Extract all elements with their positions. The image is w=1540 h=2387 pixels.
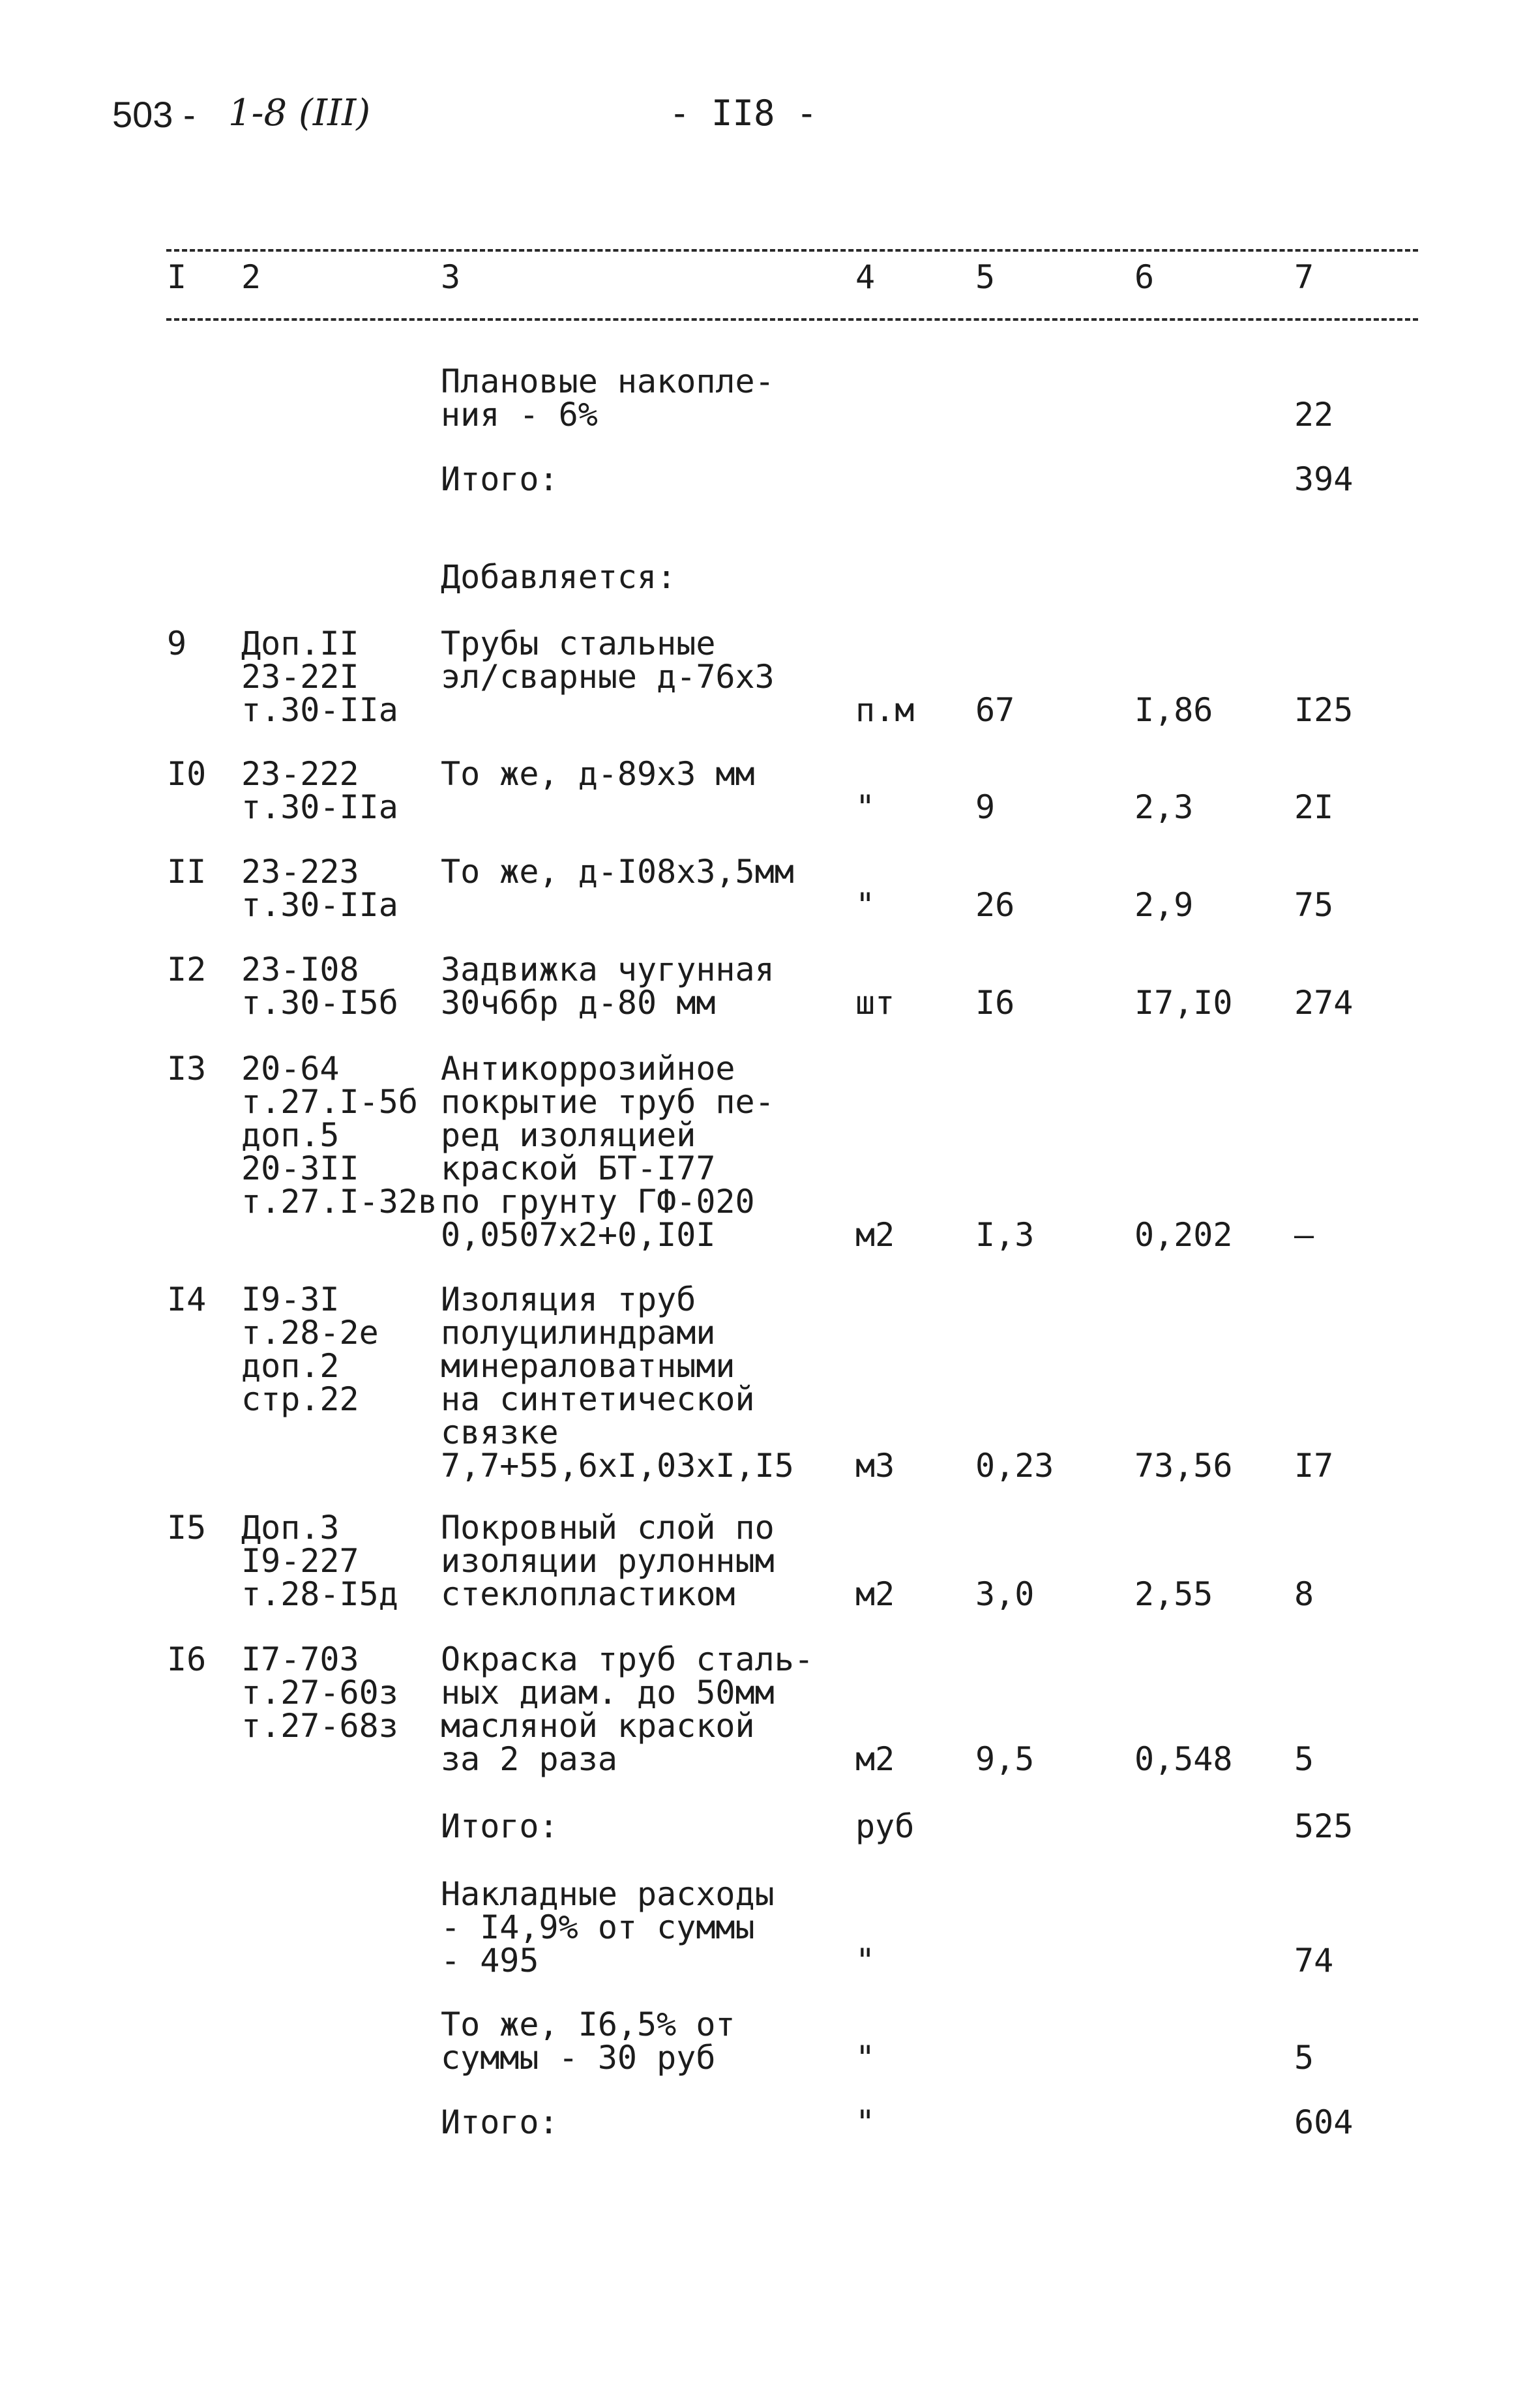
work-description: масляной краской bbox=[441, 1707, 755, 1745]
work-description: эл/сварные д-76х3 bbox=[441, 658, 775, 696]
work-description: То же, д-I08х3,5мм bbox=[441, 853, 794, 891]
quantity: 9,5 bbox=[975, 1740, 1035, 1778]
unit-price: 73,56 bbox=[1134, 1447, 1233, 1485]
document-code-handwritten: 1-8 (III) bbox=[228, 92, 371, 134]
work-description: То же, д-89х3 мм bbox=[441, 755, 755, 793]
unit-price: 2,9 bbox=[1134, 886, 1194, 924]
norm-reference: Доп.3 bbox=[241, 1509, 340, 1547]
column-header-5: 5 bbox=[975, 258, 996, 296]
unit-of-measure: " bbox=[855, 2103, 876, 2141]
unit-of-measure: м2 bbox=[855, 1740, 895, 1778]
row-number: I3 bbox=[167, 1050, 207, 1088]
work-description: 0,0507х2+0,I0I bbox=[441, 1216, 716, 1254]
row-number: I6 bbox=[167, 1640, 207, 1678]
norm-reference: т.30-IIa bbox=[241, 886, 398, 924]
row-number: I5 bbox=[167, 1509, 207, 1547]
norm-reference: Доп.II bbox=[241, 625, 359, 662]
work-description: - 495 bbox=[441, 1942, 539, 1979]
total-cost: 5 bbox=[1294, 2039, 1314, 2077]
unit-of-measure: м3 bbox=[855, 1447, 895, 1485]
page-number: - II8 - bbox=[669, 93, 818, 134]
work-description: изоляции рулонным bbox=[441, 1542, 775, 1580]
norm-reference: т.27.I-5б bbox=[241, 1083, 418, 1121]
norm-reference: 23-222 bbox=[241, 755, 359, 793]
row-number: I0 bbox=[167, 755, 207, 793]
norm-reference: 23-I08 bbox=[241, 951, 359, 988]
work-description: ных диам. до 50мм bbox=[441, 1674, 775, 1712]
work-description: по грунту ГФ-020 bbox=[441, 1183, 755, 1221]
work-description: ред изоляцией bbox=[441, 1116, 696, 1154]
quantity: I6 bbox=[975, 984, 1015, 1022]
unit-of-measure: " bbox=[855, 2039, 876, 2077]
work-description: полуцилиндрами bbox=[441, 1314, 716, 1352]
work-description: Трубы стальные bbox=[441, 625, 716, 662]
work-description: Итого: bbox=[441, 2103, 559, 2141]
work-description: ния - 6% bbox=[441, 396, 598, 434]
work-description: стеклопластиком bbox=[441, 1575, 735, 1613]
norm-reference: т.28-I5д bbox=[241, 1575, 398, 1613]
work-description: краской БТ-I77 bbox=[441, 1149, 716, 1187]
total-cost: 525 bbox=[1294, 1807, 1354, 1845]
row-number: I2 bbox=[167, 951, 207, 988]
total-cost: – bbox=[1294, 1216, 1314, 1254]
norm-reference: I9-3I bbox=[241, 1281, 340, 1318]
column-header-4: 4 bbox=[855, 258, 876, 296]
work-description: Плановые накопле- bbox=[441, 363, 775, 400]
unit-price: I7,I0 bbox=[1134, 984, 1233, 1022]
work-description: покрытие труб пе- bbox=[441, 1083, 775, 1121]
unit-of-measure: шт bbox=[855, 984, 895, 1022]
norm-reference: 20-3II bbox=[241, 1149, 359, 1187]
norm-reference: т.28-2е bbox=[241, 1314, 379, 1352]
norm-reference: т.30-IIa bbox=[241, 788, 398, 826]
norm-reference: т.27-68з bbox=[241, 1707, 398, 1745]
work-description: Итого: bbox=[441, 460, 559, 498]
work-description: суммы - 30 руб bbox=[441, 2039, 716, 2077]
total-cost: 2I bbox=[1294, 788, 1334, 826]
total-cost: 74 bbox=[1294, 1942, 1334, 1979]
unit-of-measure: " bbox=[855, 1942, 876, 1979]
quantity: 9 bbox=[975, 788, 996, 826]
work-description: Добавляется: bbox=[441, 558, 677, 596]
norm-reference: доп.5 bbox=[241, 1116, 340, 1154]
work-description: 30ч6бр д-80 мм bbox=[441, 984, 716, 1022]
row-number: 9 bbox=[167, 625, 187, 662]
work-description: Итого: bbox=[441, 1807, 559, 1845]
column-header-3: 3 bbox=[441, 258, 461, 296]
work-description: - I4,9% от суммы bbox=[441, 1908, 755, 1946]
unit-price: I,86 bbox=[1134, 691, 1213, 729]
total-cost: 22 bbox=[1294, 396, 1334, 434]
work-description: за 2 раза bbox=[441, 1740, 617, 1778]
column-header-6: 6 bbox=[1134, 258, 1155, 296]
norm-reference: 23-223 bbox=[241, 853, 359, 891]
total-cost: 75 bbox=[1294, 886, 1334, 924]
unit-of-measure: " bbox=[855, 886, 876, 924]
work-description: Антикоррозийное bbox=[441, 1050, 735, 1088]
work-description: 7,7+55,6хI,03хI,I5 bbox=[441, 1447, 794, 1485]
unit-of-measure: м2 bbox=[855, 1216, 895, 1254]
total-cost: 5 bbox=[1294, 1740, 1314, 1778]
norm-reference: т.30-I5б bbox=[241, 984, 398, 1022]
norm-reference: I9-227 bbox=[241, 1542, 359, 1580]
total-cost: I7 bbox=[1294, 1447, 1334, 1485]
unit-price: 2,3 bbox=[1134, 788, 1194, 826]
work-description: на синтетической bbox=[441, 1380, 755, 1418]
norm-reference: 23-22I bbox=[241, 658, 359, 696]
table-header-rule bbox=[166, 318, 1418, 321]
document-code: 503 - bbox=[112, 94, 196, 135]
quantity: 67 bbox=[975, 691, 1015, 729]
column-header-1: I bbox=[167, 258, 187, 296]
total-cost: 8 bbox=[1294, 1575, 1314, 1613]
unit-of-measure: м2 bbox=[855, 1575, 895, 1613]
norm-reference: т.30-IIa bbox=[241, 691, 398, 729]
work-description: То же, I6,5% от bbox=[441, 2006, 735, 2043]
unit-of-measure: п.м bbox=[855, 691, 915, 729]
column-header-7: 7 bbox=[1294, 258, 1314, 296]
row-number: I4 bbox=[167, 1281, 207, 1318]
norm-reference: стр.22 bbox=[241, 1380, 359, 1418]
column-header-2: 2 bbox=[241, 258, 261, 296]
table-top-rule bbox=[166, 249, 1418, 252]
unit-price: 0,548 bbox=[1134, 1740, 1233, 1778]
work-description: связке bbox=[441, 1414, 559, 1451]
total-cost: 394 bbox=[1294, 460, 1354, 498]
unit-price: 2,55 bbox=[1134, 1575, 1213, 1613]
quantity: I,3 bbox=[975, 1216, 1035, 1254]
work-description: Изоляция труб bbox=[441, 1281, 696, 1318]
norm-reference: т.27.I-32в bbox=[241, 1183, 438, 1221]
total-cost: 274 bbox=[1294, 984, 1354, 1022]
unit-of-measure: руб bbox=[855, 1807, 915, 1845]
quantity: 3,0 bbox=[975, 1575, 1035, 1613]
quantity: 26 bbox=[975, 886, 1015, 924]
work-description: Задвижка чугунная bbox=[441, 951, 775, 988]
unit-price: 0,202 bbox=[1134, 1216, 1233, 1254]
work-description: Покровный слой по bbox=[441, 1509, 775, 1547]
norm-reference: 20-64 bbox=[241, 1050, 340, 1088]
row-number: II bbox=[167, 853, 207, 891]
unit-of-measure: " bbox=[855, 788, 876, 826]
work-description: Накладные расходы bbox=[441, 1875, 775, 1913]
work-description: Окраска труб сталь- bbox=[441, 1640, 814, 1678]
norm-reference: I7-703 bbox=[241, 1640, 359, 1678]
total-cost: I25 bbox=[1294, 691, 1354, 729]
total-cost: 604 bbox=[1294, 2103, 1354, 2141]
norm-reference: доп.2 bbox=[241, 1347, 340, 1385]
quantity: 0,23 bbox=[975, 1447, 1054, 1485]
work-description: минераловатными bbox=[441, 1347, 735, 1385]
norm-reference: т.27-60з bbox=[241, 1674, 398, 1712]
